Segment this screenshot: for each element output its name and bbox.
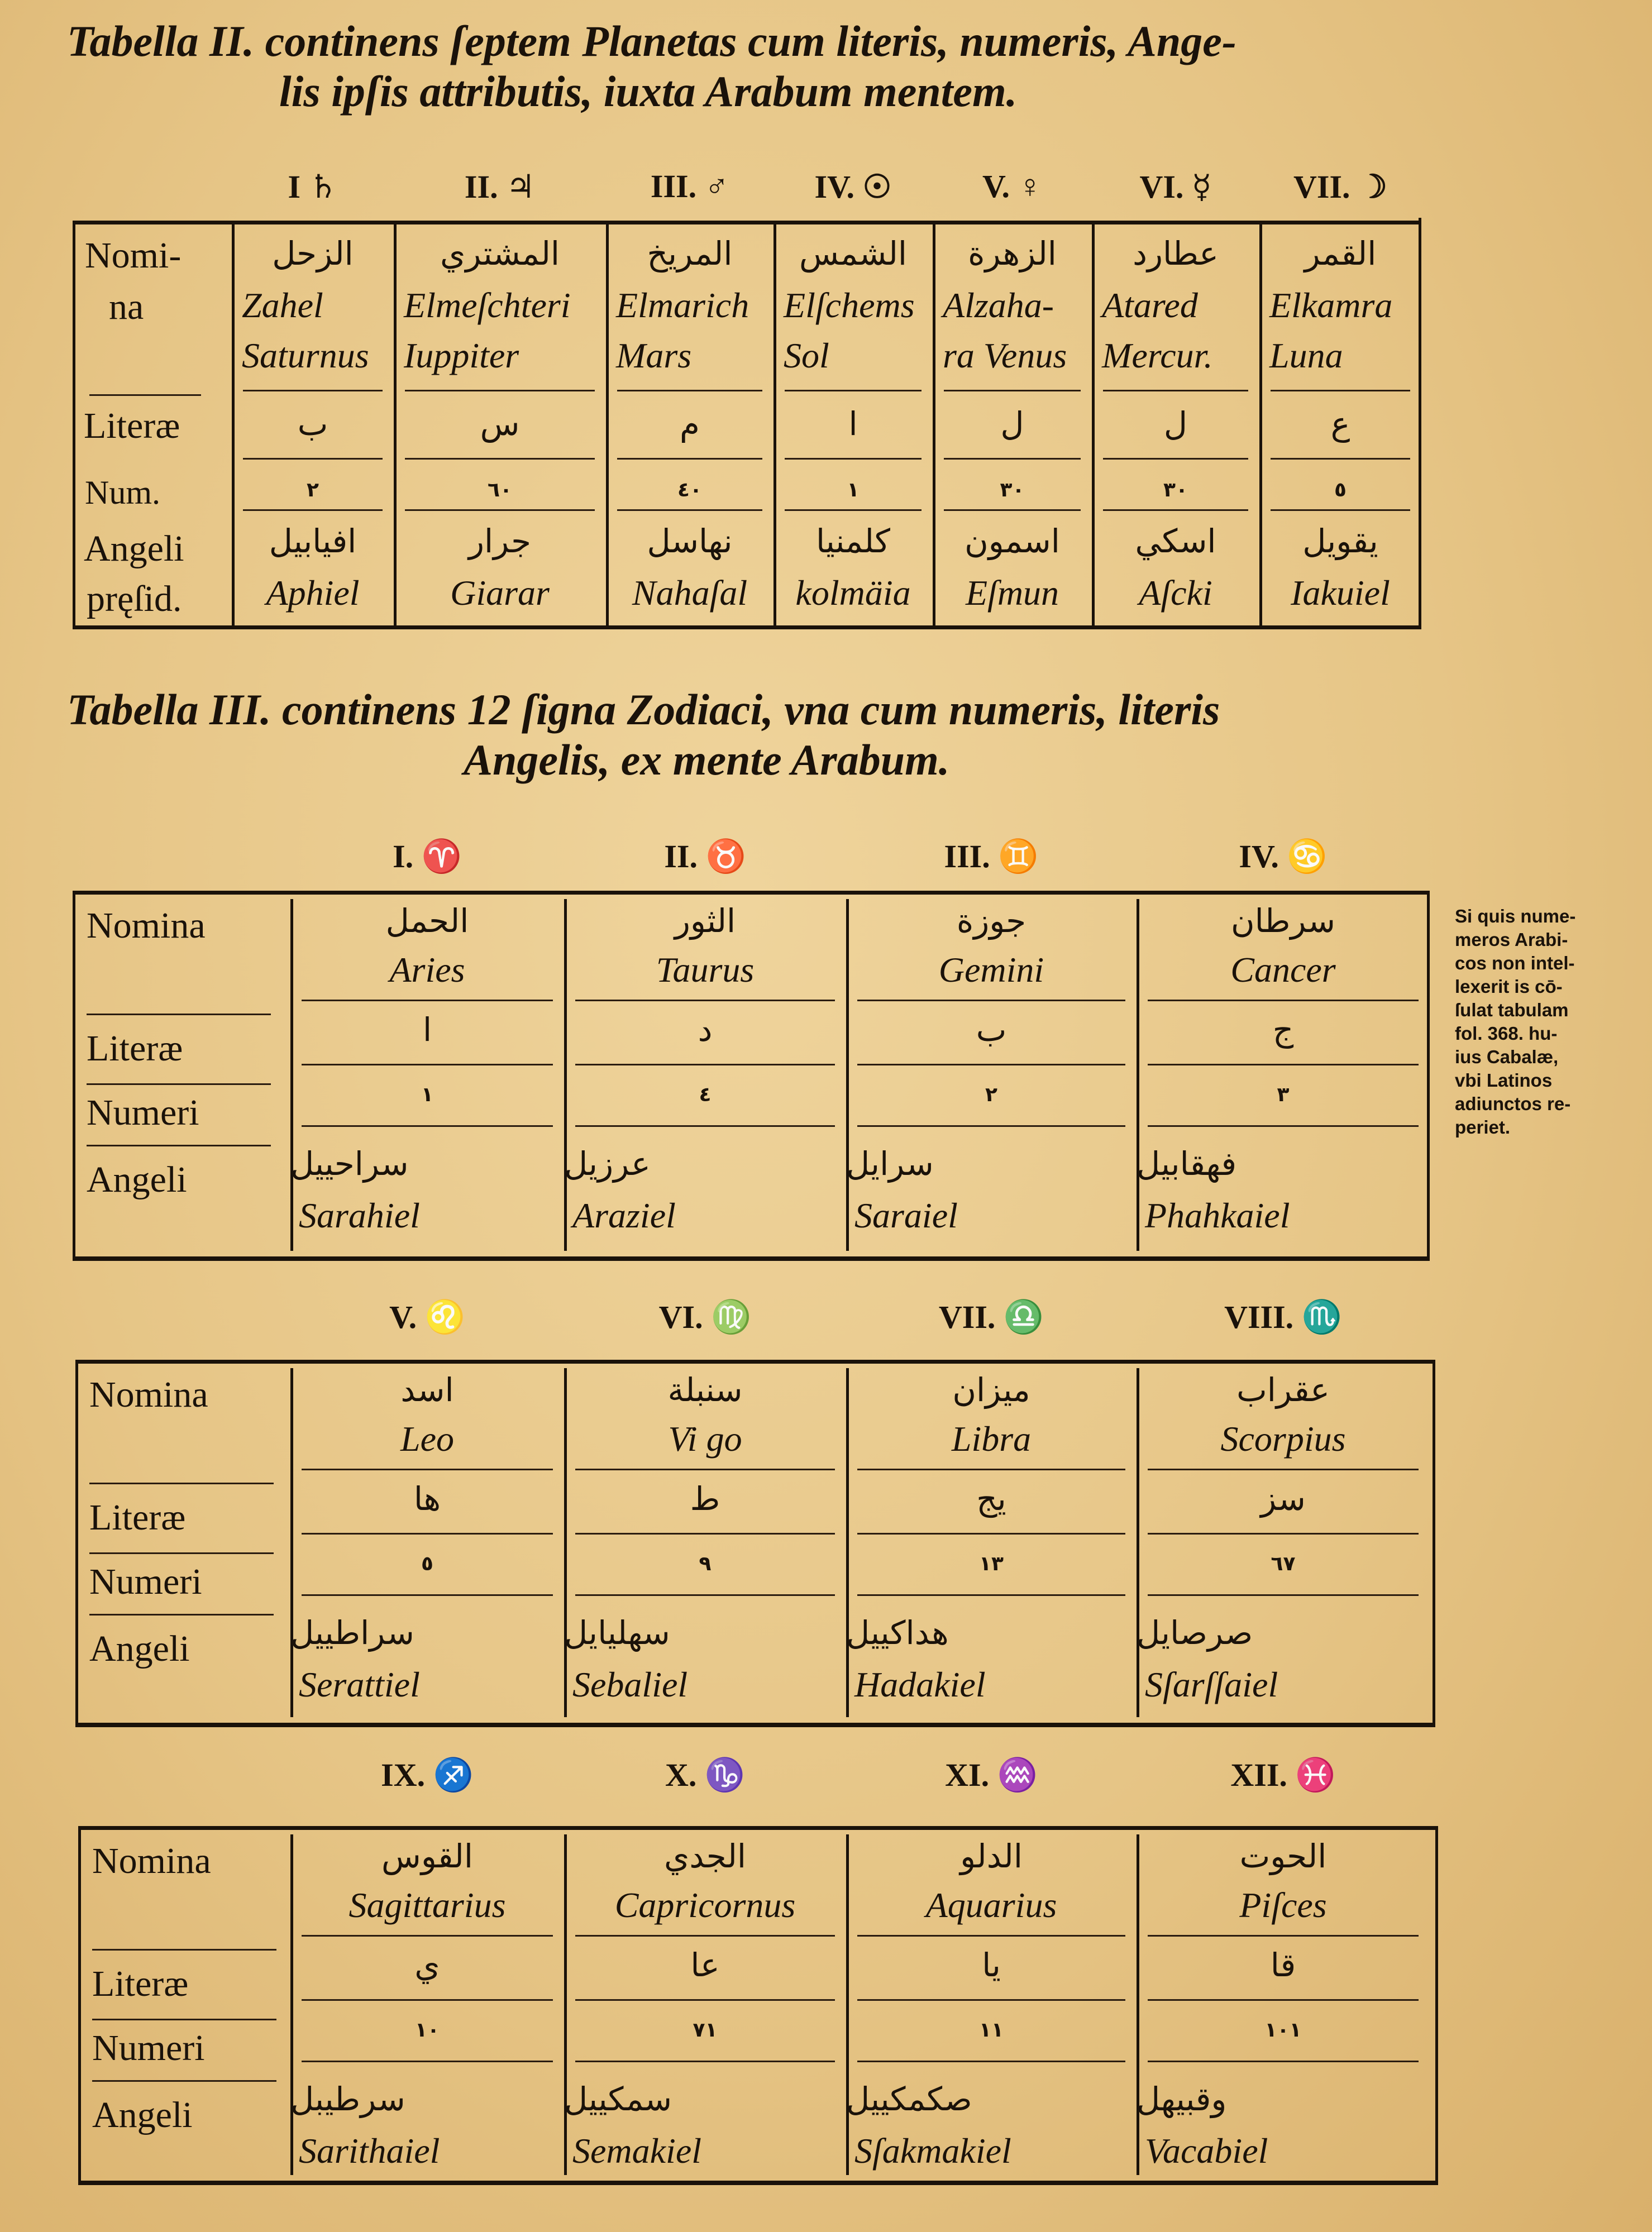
angel-name-arabic: افيابيل <box>269 522 357 560</box>
angel-name-latin: Nahaſal <box>632 573 748 613</box>
label-rule <box>92 2080 276 2082</box>
angel-name-latin: Hadakiel <box>854 1665 986 1704</box>
planet-number: ٣٠ <box>1163 479 1188 501</box>
cell-rule <box>1148 1999 1419 2001</box>
sign-name-arabic: سرطان <box>1230 902 1336 940</box>
sign-number: ٣ <box>1277 1083 1290 1106</box>
cell-rule <box>405 509 595 511</box>
cell-rule <box>1148 1000 1419 1001</box>
angel-name-latin: Semakiel <box>572 2131 701 2171</box>
sign-letter: قا <box>1270 1946 1296 1984</box>
sign-number: ١٠١ <box>1264 2019 1302 2042</box>
sign-header: V. ♌ <box>389 1299 465 1335</box>
margin-note-line: periet. <box>1455 1117 1511 1137</box>
planet-name-latin2: Iuppiter <box>404 336 519 375</box>
table3-title-line1: Tabella III. continens 12 ſigna Zodiaci, vna cum numeris, literis <box>67 685 1220 734</box>
planet-header: VI. ☿ <box>1139 169 1212 205</box>
cell-rule <box>857 1469 1125 1470</box>
planet-name-arabic: الشمس <box>799 235 907 273</box>
row-label-nomina: na <box>109 286 144 327</box>
cell-rule <box>575 1533 835 1535</box>
angel-name-latin: Phahkaiel <box>1145 1196 1290 1235</box>
sign-name-arabic: جوزة <box>956 902 1026 940</box>
angel-name-latin: Sebaliel <box>572 1665 688 1704</box>
sign-letter: ي <box>414 1946 440 1984</box>
row-label-literae: Literæ <box>84 405 180 446</box>
sign-number: ١١ <box>979 2019 1004 2042</box>
angel-name-latin: Vacabiel <box>1145 2131 1268 2171</box>
row-label-angeli: Angeli <box>84 528 184 569</box>
row-label-numeri: Numeri <box>92 2028 205 2068</box>
sign-letter: ج <box>1272 1011 1294 1049</box>
label-rule <box>89 1552 274 1554</box>
zodiac-bottom-rule <box>73 1256 1430 1261</box>
table2-bottom-rule <box>73 625 1421 629</box>
planet-number: ٤٠ <box>677 479 702 501</box>
cell-rule <box>575 1469 835 1470</box>
row-label-nomina: Nomina <box>92 1841 211 1881</box>
margin-note-line: ſulat tabulam <box>1455 1000 1569 1020</box>
planet-name-latin2: Luna <box>1269 336 1343 375</box>
sign-number: ٧١ <box>693 2019 718 2042</box>
cell-rule <box>785 458 922 460</box>
sign-number: ٢ <box>985 1083 997 1106</box>
cell-rule <box>575 1935 835 1937</box>
planet-name-latin: Elſchems <box>784 285 915 325</box>
planet-letter: ع <box>1330 405 1350 443</box>
planet-number: ٣٠ <box>1000 479 1025 501</box>
planet-header: I ♄ <box>288 169 338 205</box>
margin-note <box>1455 905 1575 1139</box>
margin-note-line: meros Arabi- <box>1455 929 1568 950</box>
cell-rule <box>302 1125 553 1127</box>
planet-name-latin: Elmeſchteri <box>404 285 571 325</box>
sign-header: VII. ♎ <box>938 1299 1044 1335</box>
sign-name-arabic: سنبلة <box>667 1371 743 1409</box>
planet-letter: ا <box>848 405 858 443</box>
sign-header: XI. ♒ <box>945 1757 1038 1793</box>
planet-header: VII. ☽ <box>1293 169 1388 205</box>
sign-number: ٥ <box>421 1552 433 1575</box>
angel-name-latin: Sarithaiel <box>299 2131 440 2171</box>
cell-rule <box>617 390 762 391</box>
sign-number: ٤ <box>699 1083 712 1106</box>
sign-header: IX. ♐ <box>381 1757 474 1793</box>
planet-name-latin: Alzaha- <box>943 285 1054 325</box>
sign-name-arabic: القوس <box>381 1837 473 1875</box>
cell-rule <box>1148 2061 1419 2062</box>
zodiac-top-rule <box>75 1360 1435 1364</box>
sign-name-latin: Capricornus <box>614 1885 796 1925</box>
sign-name-latin: Vi go <box>668 1419 742 1459</box>
sign-name-arabic: الحمل <box>385 902 469 940</box>
label-rule <box>92 2019 276 2020</box>
margin-note-line: cos non intel- <box>1455 953 1575 973</box>
angel-name-arabic: وقبيهل <box>1137 2080 1227 2118</box>
cell-rule <box>857 2061 1125 2062</box>
sign-letter: ط <box>690 1480 720 1518</box>
angel-name-arabic: عرزيل <box>564 1145 651 1183</box>
cell-rule <box>857 1999 1125 2001</box>
zodiac-bottom-rule <box>78 2181 1438 2185</box>
cell-rule <box>1103 458 1248 460</box>
table2-top-rule <box>73 221 1421 224</box>
label-rule <box>89 1483 274 1484</box>
sign-name-arabic: عقراب <box>1236 1371 1330 1409</box>
angel-name-arabic: سرطيبل <box>290 2080 405 2118</box>
angel-name-latin: Serattiel <box>299 1665 420 1704</box>
table2-title-line2: lis ipſis attributis, iuxta Arabum mentem. <box>279 67 1018 116</box>
sign-header: IV. ♋ <box>1239 838 1328 874</box>
cell-rule <box>1271 390 1410 391</box>
row-label-nomina: Nomina <box>89 1374 208 1415</box>
cell-rule <box>405 390 595 391</box>
planet-name-arabic: عطارد <box>1133 235 1219 273</box>
angel-name-arabic: فهقابيل <box>1137 1145 1237 1183</box>
planet-name-latin2: Mercur. <box>1102 336 1213 375</box>
row-label-literae: Literæ <box>92 1963 189 2004</box>
sign-name-latin: Gemini <box>938 950 1044 990</box>
sign-letter: سز <box>1261 1480 1306 1518</box>
sign-letter: ها <box>413 1480 441 1518</box>
sign-name-arabic: الجدي <box>663 1837 747 1875</box>
table2-title-line1: Tabella II. continens ſeptem Planetas cum literis, numeris, Ange- <box>67 17 1236 65</box>
sign-number: ١٠ <box>415 2019 440 2042</box>
sign-header: VI. ♍ <box>658 1299 752 1335</box>
sign-header: X. ♑ <box>665 1757 746 1793</box>
sign-name-latin: Libra <box>951 1419 1032 1459</box>
row-label-nomina: Nomina <box>87 905 206 946</box>
row-label-num: Num. <box>85 474 160 511</box>
sign-name-latin: Taurus <box>656 950 755 990</box>
angel-name-latin: Aſcki <box>1139 573 1212 613</box>
cell-rule <box>944 509 1081 511</box>
sign-letter: يج <box>976 1480 1006 1518</box>
sign-letter: ا <box>422 1011 432 1049</box>
cell-rule <box>1148 1594 1419 1596</box>
angel-name-latin: Sſakmakiel <box>854 2131 1011 2171</box>
cell-rule <box>575 1594 835 1596</box>
planet-letter: س <box>480 405 520 443</box>
planet-letter: ل <box>1000 405 1024 443</box>
angel-name-arabic: كلمنيا <box>815 522 891 560</box>
planet-number: ٦٠ <box>488 479 512 501</box>
planet-name-arabic: المشتري <box>440 235 560 273</box>
sign-number: ٦٧ <box>1271 1552 1296 1575</box>
zodiac-left-border <box>73 891 75 1256</box>
cell-rule <box>1103 390 1248 391</box>
zodiac-top-rule <box>73 891 1430 895</box>
planet-name-arabic: المريخ <box>647 235 733 273</box>
planet-letter: ب <box>297 405 328 443</box>
planet-number: ١ <box>847 479 860 501</box>
sign-letter: عا <box>690 1946 720 1984</box>
cell-rule <box>1271 458 1410 460</box>
sign-letter: ب <box>976 1011 1007 1049</box>
cell-rule <box>302 1000 553 1001</box>
cell-rule <box>575 1999 835 2001</box>
angel-name-latin: Iakuiel <box>1291 573 1390 613</box>
planet-number: ٢ <box>307 479 319 501</box>
cell-rule <box>302 1594 553 1596</box>
cell-rule <box>857 1935 1125 1937</box>
row-label-numeri: Numeri <box>89 1561 202 1602</box>
angel-name-arabic: صرصايل <box>1137 1614 1253 1652</box>
cell-rule <box>575 1000 835 1001</box>
label-rule <box>89 1614 274 1616</box>
zodiac-left-border <box>78 1826 81 2181</box>
row-label-literae: Literæ <box>87 1028 183 1069</box>
cell-rule <box>302 1935 553 1937</box>
cell-rule <box>302 2061 553 2062</box>
planet-letter: ل <box>1163 405 1188 443</box>
cell-rule <box>243 509 383 511</box>
cell-rule <box>857 1533 1125 1535</box>
sign-name-arabic: الدلو <box>960 1837 1023 1875</box>
planet-name-latin2: Saturnus <box>242 336 369 375</box>
sign-name-latin: Leo <box>400 1419 454 1459</box>
angel-name-arabic: سرايل <box>846 1145 934 1183</box>
row-label-angeli: Angeli <box>92 2095 193 2135</box>
cell-rule <box>1148 1469 1419 1470</box>
cell-rule <box>785 509 922 511</box>
row-label-literae: Literæ <box>89 1497 186 1538</box>
angel-name-arabic: اسمون <box>965 522 1060 560</box>
planet-name-arabic: القمر <box>1304 235 1377 273</box>
angel-name-arabic: سمكييل <box>564 2080 672 2118</box>
angel-name-latin: Eſmun <box>965 573 1059 613</box>
cell-rule <box>243 390 383 391</box>
sign-name-arabic: ميزان <box>952 1371 1030 1409</box>
planet-header: II. ♃ <box>464 169 536 205</box>
cell-rule <box>1148 1935 1419 1937</box>
label-rule <box>87 1145 271 1146</box>
planet-name-arabic: الزحل <box>272 235 354 273</box>
cell-rule <box>944 458 1081 460</box>
row-label-numeri: Numeri <box>87 1092 199 1133</box>
sign-number: ٩ <box>699 1552 712 1575</box>
cell-rule <box>302 1533 553 1535</box>
cell-rule <box>1148 1533 1419 1535</box>
cell-rule <box>302 1469 553 1470</box>
margin-note-line: adiunctos re- <box>1455 1093 1571 1114</box>
planet-name-latin: Elkamra <box>1269 285 1393 325</box>
table2-left-border <box>73 223 75 625</box>
zodiac-left-border <box>75 1360 78 1723</box>
angel-name-arabic: هداكييل <box>846 1614 949 1652</box>
margin-note-line: vbi Latinos <box>1455 1070 1553 1091</box>
planet-name-latin2: Sol <box>784 336 829 375</box>
sign-number: ١ <box>421 1083 433 1106</box>
cell-rule <box>575 1125 835 1127</box>
cell-rule <box>857 1594 1125 1596</box>
cell-rule <box>617 509 762 511</box>
cell-rule <box>857 1125 1125 1127</box>
cell-rule <box>785 390 922 391</box>
zodiac-bottom-rule <box>75 1723 1435 1727</box>
angel-name-arabic: يقويل <box>1302 522 1378 560</box>
sign-letter: د <box>698 1011 713 1049</box>
label-rule <box>92 1949 276 1951</box>
angel-name-latin: Sarahiel <box>299 1196 420 1235</box>
cell-rule <box>243 458 383 460</box>
angel-name-arabic: اسكي <box>1135 522 1216 560</box>
zodiac-right-border <box>1435 1826 1438 2181</box>
planet-number: ٥ <box>1334 479 1347 501</box>
margin-note-line: fol. 368. hu- <box>1455 1023 1558 1044</box>
sign-name-arabic: الثور <box>674 902 736 940</box>
sign-name-latin: Aquarius <box>925 1885 1057 1925</box>
angel-name-arabic: سراحييل <box>290 1145 409 1183</box>
row-label-angeli: Angeli <box>89 1628 190 1669</box>
row-label-nomina: Nomi- <box>85 235 182 276</box>
angel-name-arabic: نهاسل <box>647 522 733 560</box>
sign-name-latin: Scorpius <box>1220 1419 1346 1459</box>
row-label-angeli: Angeli <box>87 1159 187 1200</box>
margin-note-line: lexerit is cō- <box>1455 976 1563 997</box>
label-rule <box>87 1083 271 1085</box>
sign-name-arabic: اسد <box>400 1371 454 1409</box>
sign-name-arabic: الحوت <box>1239 1837 1327 1875</box>
cell-rule <box>302 1999 553 2001</box>
angel-name-latin: Giarar <box>450 573 550 613</box>
label-rule <box>87 1014 271 1015</box>
sign-header: I. ♈ <box>393 838 462 874</box>
cell-rule <box>617 458 762 460</box>
cell-rule <box>1271 509 1410 511</box>
sign-letter: يا <box>982 1946 1001 1984</box>
angel-name-latin: Araziel <box>572 1196 676 1235</box>
cell-rule <box>302 1064 553 1065</box>
zodiac-top-rule <box>78 1826 1438 1830</box>
row-label-presid: pręſid. <box>87 579 182 619</box>
planet-name-latin2: ra Venus <box>943 336 1067 375</box>
cell-rule <box>575 1064 835 1065</box>
angel-name-arabic: جرار <box>469 522 531 560</box>
angel-name-latin: kolmäia <box>795 573 911 613</box>
cell-rule <box>405 458 595 460</box>
planet-header: IV. ☉ <box>814 169 892 205</box>
planet-letter: م <box>680 405 700 443</box>
sign-header: XII. ♓ <box>1230 1757 1336 1793</box>
cell-rule <box>1103 509 1248 511</box>
cell-rule <box>1148 1064 1419 1065</box>
cell-rule <box>857 1000 1125 1001</box>
margin-note-line: Si quis nume- <box>1455 906 1576 926</box>
cell-rule <box>857 1064 1125 1065</box>
angel-name-latin: Saraiel <box>854 1196 958 1235</box>
sign-name-latin: Sagittarius <box>348 1885 506 1925</box>
sign-header: VIII. ♏ <box>1224 1299 1342 1335</box>
cell-rule <box>1148 1125 1419 1127</box>
margin-note-line: ius Cabalæ, <box>1455 1046 1559 1067</box>
angel-name-arabic: سراطييل <box>290 1614 414 1652</box>
sign-name-latin: Piſces <box>1239 1885 1327 1925</box>
sign-number: ١٣ <box>979 1552 1004 1575</box>
table3-title-line2: Angelis, ex mente Arabum. <box>464 735 950 784</box>
angel-name-latin: Sſarſſaiel <box>1145 1665 1278 1704</box>
cell-rule <box>944 390 1081 391</box>
cell-rule <box>575 2061 835 2062</box>
sign-header: III. ♊ <box>944 838 1039 874</box>
angel-name-latin: Aphiel <box>266 573 360 613</box>
planet-header: III. ♂ <box>650 168 729 204</box>
angel-name-arabic: سهليايل <box>564 1614 670 1652</box>
sign-name-latin: Aries <box>389 950 465 990</box>
angel-name-arabic: صكمكييل <box>846 2080 972 2118</box>
planet-name-latin: Elmarich <box>616 285 749 325</box>
sign-header: II. ♉ <box>664 838 746 874</box>
planet-name-latin: Atared <box>1102 285 1198 325</box>
planet-name-arabic: الزهرة <box>968 235 1057 273</box>
planet-name-latin2: Mars <box>616 336 692 375</box>
label-rule <box>89 394 201 396</box>
planet-header: V. ♀ <box>982 168 1042 204</box>
sign-name-latin: Cancer <box>1230 950 1336 990</box>
planet-name-latin: Zahel <box>242 285 323 325</box>
